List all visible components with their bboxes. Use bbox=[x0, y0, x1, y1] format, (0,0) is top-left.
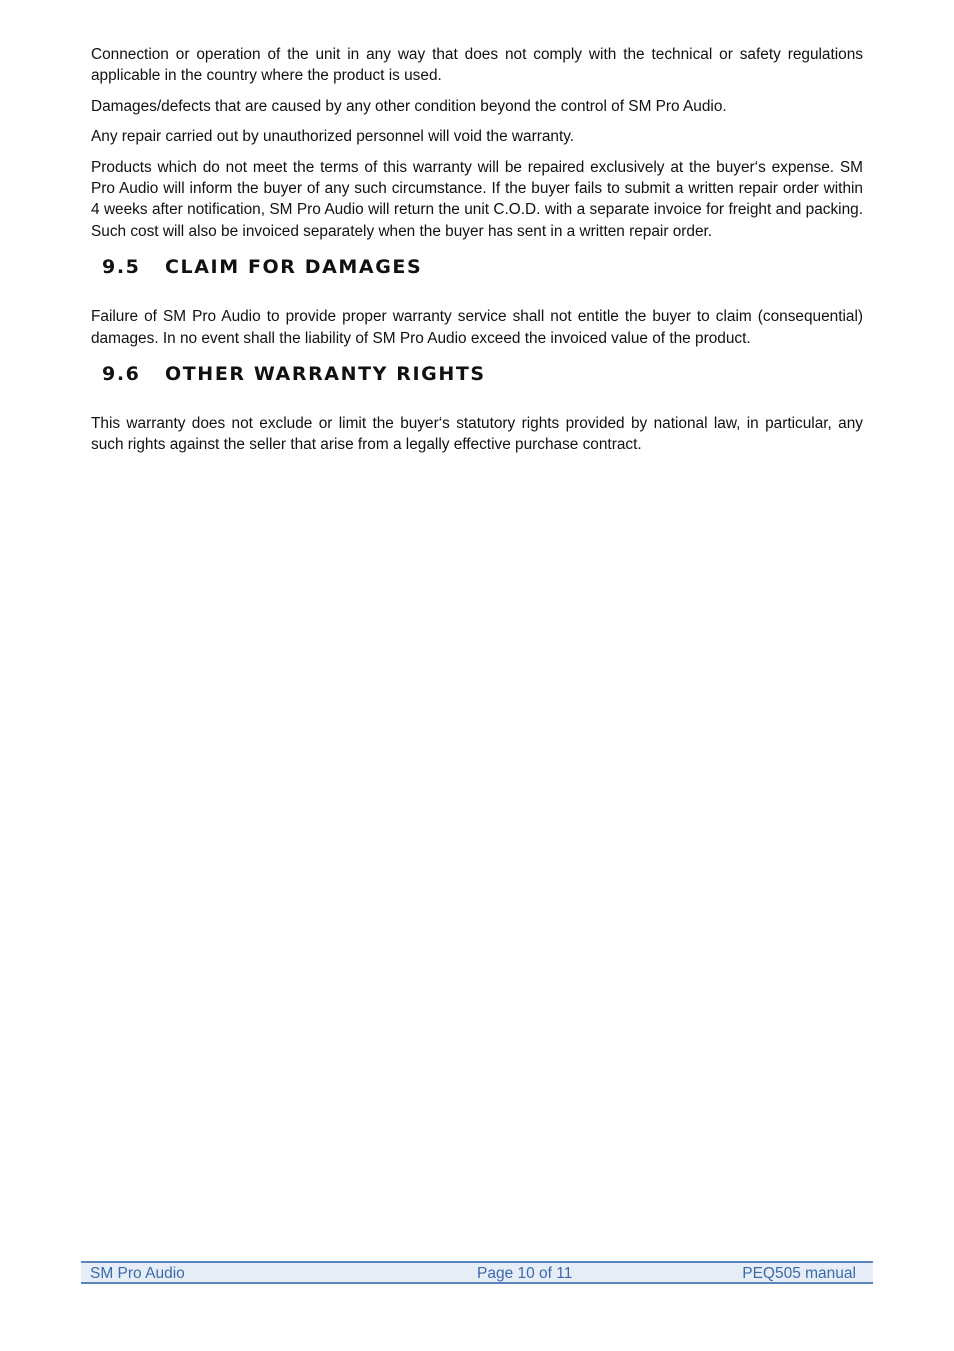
section-heading-claim-for-damages bbox=[102, 255, 863, 279]
section-heading-other-warranty-rights bbox=[102, 362, 863, 386]
paragraph-compliance: Connection or operation of the unit in any way that does not comply with the technical or safety regulations applicable in the country where the product is used. bbox=[91, 46, 863, 85]
section-number: 9.6 bbox=[102, 363, 141, 386]
paragraph-buyer-expense: Products which do not meet the terms of this warranty will be repaired exclusively at the buyer‘s expense. SM Pro Audio will inform the buyer of any such circumstance. If the buyer fails to submit a written repair order within 4 weeks after notification, SM Pro Audio will return the unit C.O.D. with a separate invoice for freight and packing. Such cost will also be invoiced separately when the buyer has sent in a written repair order. bbox=[91, 158, 863, 240]
page-footer bbox=[81, 1261, 873, 1284]
section-title: CLAIM FOR DAMAGES bbox=[165, 256, 423, 279]
footer-page-number: Page 10 of 11 bbox=[477, 1265, 573, 1282]
paragraph-other-warranty-rights: This warranty does not exclude or limit the buyer‘s statutory rights provided by national law, in particular, any such rights against the seller that arise from a legally effective purchase contract. bbox=[91, 415, 863, 454]
footer-company: SM Pro Audio bbox=[90, 1265, 185, 1282]
section-title: OTHER WARRANTY RIGHTS bbox=[165, 363, 486, 386]
paragraph-unauthorized-repair: Any repair carried out by unauthorized personnel will void the warranty. bbox=[91, 128, 575, 146]
section-number: 9.5 bbox=[102, 256, 141, 279]
footer-document-title: PEQ505 manual bbox=[742, 1265, 856, 1282]
page-content bbox=[91, 44, 863, 465]
paragraph-other-conditions: Damages/defects that are caused by any other condition beyond the control of SM Pro Audio. bbox=[91, 97, 727, 115]
paragraph-claim-for-damages: Failure of SM Pro Audio to provide proper warranty service shall not entitle the buyer to claim (consequential) damages. In no event shall the liability of SM Pro Audio exceed the invoiced value of the product. bbox=[91, 308, 863, 347]
